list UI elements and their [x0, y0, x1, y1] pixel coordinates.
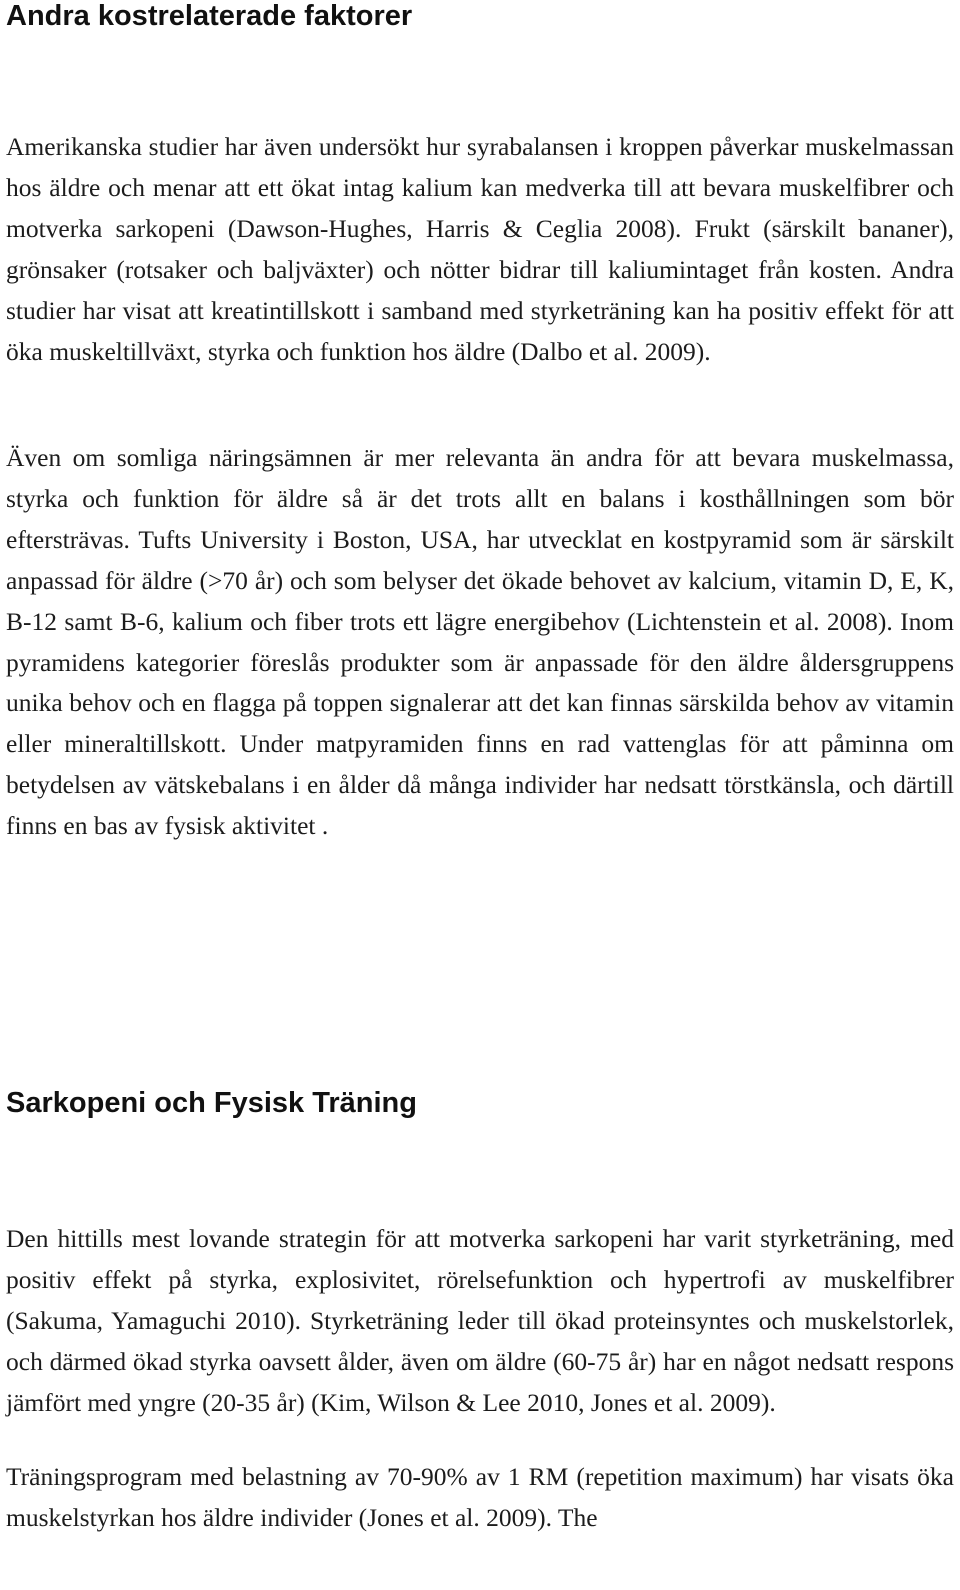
paragraph-acid-balance: Amerikanska studier har även undersökt hur syrabalansen i kroppen påverkar muskelmassan hos äldre och menar att ett ökat intag kalium kan medverka till att bevara muskelfibrer och motverka sarkopeni (Dawson-Hughes, Harris & Ceglia 2008). Frukt (särskilt bananer), grönsaker (rotsaker och baljväxter) och nötter bidrar till kaliumintaget från kosten. Andra studier har visat att kreatintillskott i samband med styrketräning kan ha positiv effekt för att öka muskeltillväxt, styrka och funktion hos äldre (Dalbo et al. 2009).: [6, 132, 954, 366]
paragraph-food-pyramid: Även om somliga näringsämnen är mer relevanta än andra för att bevara muskelmassa, styrka och funktion för äldre så är det trots allt en balans i kosthållningen som bör eftersträvas. Tufts University i Boston, USA, har utvecklat en kostpyramid som är särskilt anpassad för äldre (>70 år) och som belyser det ökade behovet av kalcium, vitamin D, E, K, B-12 samt B-6, kalium och fiber trots ett lägre energibehov (Lichtenstein et al. 2008). Inom pyramidens kategorier föreslås produkter som är anpassade för den äldre åldersgruppens unika behov och en flagga på toppen signalerar att det kan finnas särskilda behov av vitamin eller mineraltillskott. Under matpyramiden finns en rad vattenglas för att påminna om betydelsen av vätskebalans i en ålder då många individer har nedsatt törstkänsla, och därtill finns en bas av fysisk aktivitet .: [6, 443, 954, 841]
section-heading-sarcopenia-training: Sarkopeni och Fysisk Träning: [6, 1087, 417, 1119]
section-heading-diet-factors: Andra kostrelaterade faktorer: [6, 0, 413, 32]
paragraph-strength-training: Den hittills mest lovande strategin för att motverka sarkopeni har varit styrketräning, med positiv effekt på styrka, explosivitet, rörelsefunktion och hypertrofi av muskelfibrer (Sakuma, Yamaguchi 2010). Styrketräning leder till ökad proteinsyntes och muskelstorlek, och därmed ökad styrka oavsett ålder, även om äldre (60-75 år) har en något nedsatt respons jämfört med yngre (20-35 år) (Kim, Wilson & Lee 2010, Jones et al. 2009).: [6, 1224, 954, 1417]
paragraph-training-program: Träningsprogram med belastning av 70-90% av 1 RM (repetition maximum) har visats öka muskelstyrkan hos äldre individer (Jones et al. 2009). The: [6, 1462, 954, 1532]
